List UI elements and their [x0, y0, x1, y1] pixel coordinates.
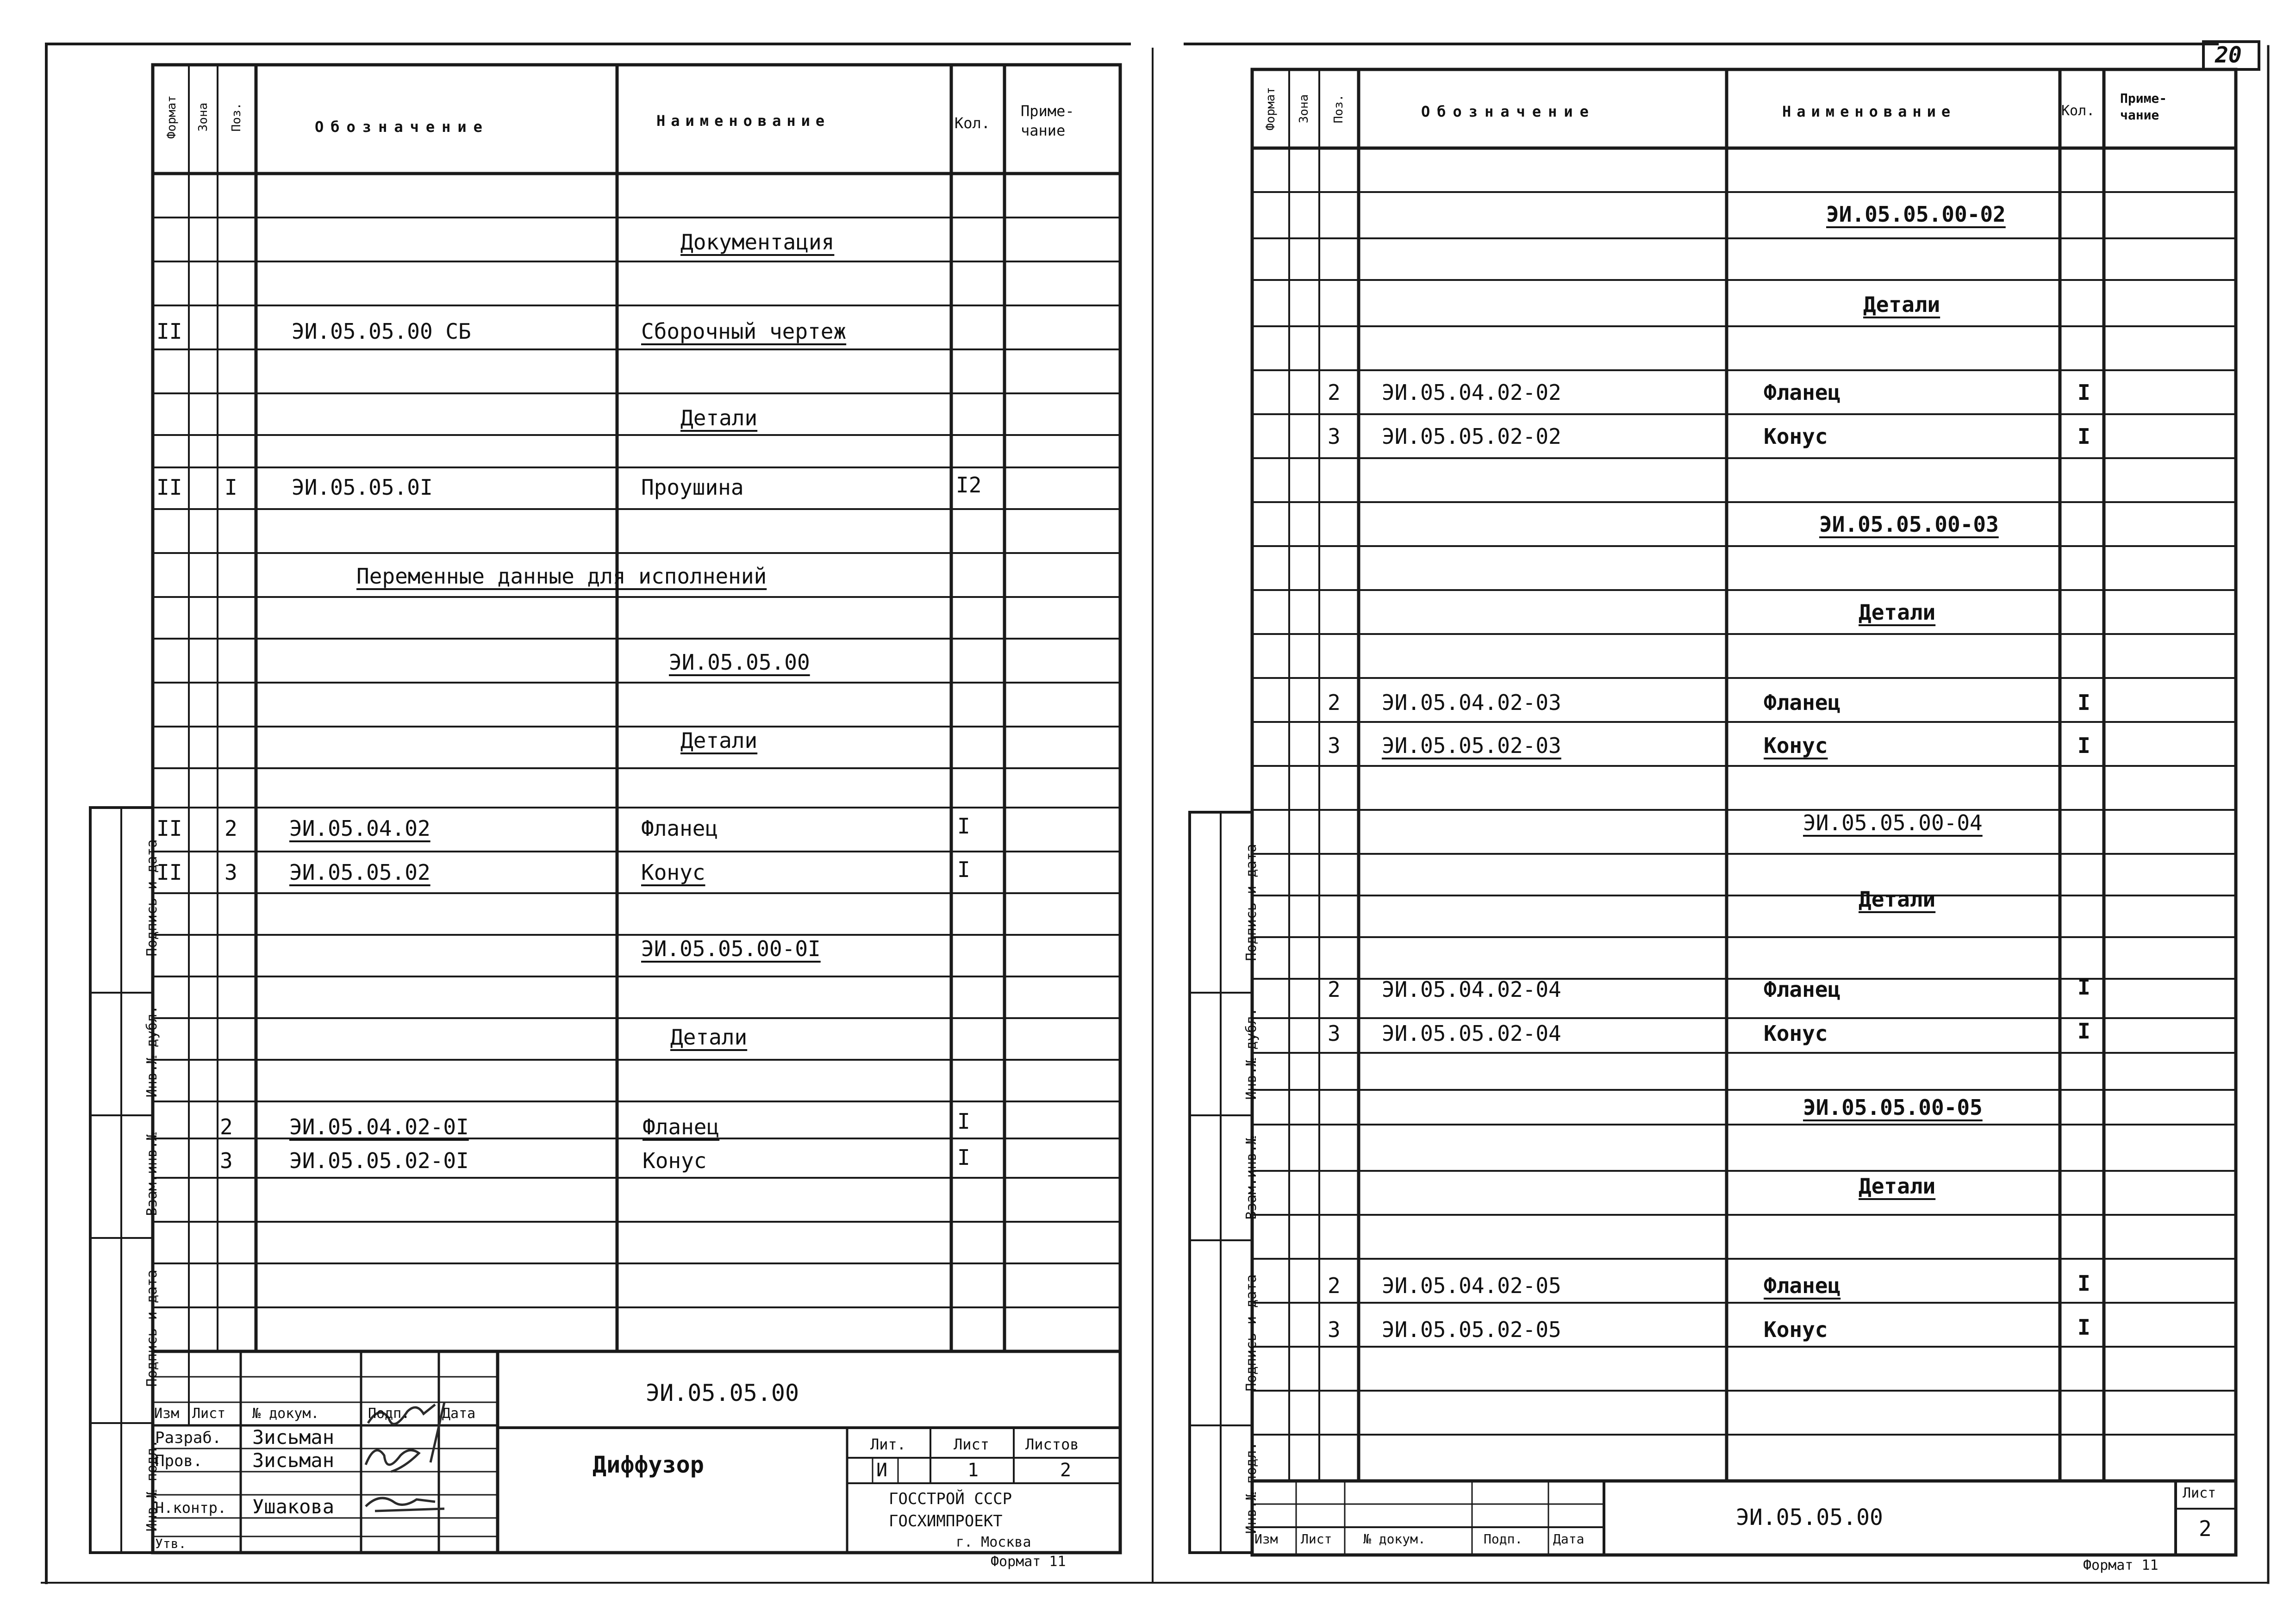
tb-header-date: Дата [442, 1405, 476, 1422]
tb-header-sheet: Лист [1301, 1531, 1332, 1547]
tb-sheet-label: Лист [954, 1436, 990, 1453]
section-parts: Детали [680, 728, 758, 753]
row-name: Конус [643, 1148, 707, 1173]
row-name: Фланец [1764, 1273, 1841, 1298]
row-designation: ЭИ.05.04.02-0I [289, 1114, 469, 1139]
side-label-replaced-inv: Взам.инв.№ [144, 1132, 160, 1216]
row-name: Конус [1764, 1317, 1828, 1342]
tb-role: Утв. [155, 1536, 187, 1551]
row-qty: I [2078, 424, 2090, 449]
tb-lit-label: Лит. [870, 1436, 906, 1453]
variant-heading: ЭИ.05.05.00-04 [1803, 810, 1983, 835]
col-header-zone: Зона [196, 102, 210, 132]
row-name: Конус [1764, 424, 1828, 449]
row-name: Сборочный чертеж [641, 319, 847, 344]
row-designation: ЭИ.05.04.02-04 [1382, 977, 1561, 1002]
page-number: 20 [2215, 42, 2242, 68]
side-label-sign-date: Подпись и дата [1243, 844, 1260, 961]
tb-role: Пров. [155, 1452, 203, 1470]
row-designation: ЭИ.05.05.02-03 [1382, 733, 1561, 758]
format-note: Формат 11 [991, 1554, 1066, 1570]
row-qty: I [2078, 1271, 2090, 1296]
row-designation: ЭИ.05.05.02-05 [1382, 1317, 1561, 1342]
tb-header-doc-no: № докум. [252, 1405, 319, 1422]
row-name: Фланец [1764, 380, 1841, 405]
document-number: ЭИ.05.05.00 [1736, 1505, 1883, 1530]
row-qty: I [957, 1109, 970, 1134]
col-header-qty: Кол. [2061, 103, 2095, 119]
org-line-3: г. Москва [956, 1534, 1031, 1550]
row-designation: ЭИ.05.04.02-02 [1382, 380, 1561, 405]
row-pos: 3 [225, 860, 237, 885]
row-name: Конус [641, 860, 705, 885]
row-pos: 3 [220, 1148, 233, 1173]
row-pos: 3 [1328, 1021, 1341, 1046]
tb-sheets-label: Листов [1025, 1436, 1079, 1453]
tb-person: Ушакова [252, 1495, 335, 1518]
col-header-note: Приме- чание [2120, 91, 2167, 123]
tb-header-date: Дата [1553, 1531, 1585, 1547]
row-qty: I [2078, 975, 2090, 1000]
row-designation: ЭИ.05.04.02 [289, 816, 430, 841]
drawing-title: Диффузор [593, 1451, 704, 1478]
row-qty: I [957, 857, 970, 882]
tb-sheet-value: 2 [2199, 1516, 2212, 1541]
row-pos: 2 [1328, 977, 1341, 1002]
section-parts: Детали [1859, 600, 1936, 625]
row-designation: ЭИ.05.05.00 СБ [292, 319, 471, 344]
row-pos: 2 [1328, 380, 1341, 405]
side-label-orig-inv: Инв.№ подл. [1243, 1442, 1260, 1534]
col-header-pos: Поз. [1332, 94, 1346, 124]
side-label-dup-inv: Инв.№ дубл. [1243, 1007, 1260, 1100]
row-designation: ЭИ.05.04.02-05 [1382, 1273, 1561, 1298]
row-pos: 3 [1328, 424, 1341, 449]
row-name: Конус [1764, 733, 1828, 758]
row-format: II [156, 860, 182, 885]
tb-header-sheet: Лист [192, 1405, 226, 1422]
row-qty: I [2078, 1019, 2090, 1044]
row-format: II [156, 475, 182, 500]
side-label-sign-date: Подпись и дата [144, 1269, 160, 1387]
row-qty: I2 [956, 473, 982, 497]
tb-role: Разраб. [155, 1429, 222, 1447]
row-designation: ЭИ.05.05.02-02 [1382, 424, 1561, 449]
document-number: ЭИ.05.05.00 [646, 1380, 799, 1406]
row-pos: 2 [1328, 1273, 1341, 1298]
row-name: Конус [1764, 1021, 1828, 1046]
tb-header-sign: Подп. [368, 1405, 410, 1422]
col-header-designation: Обозначение [315, 118, 489, 136]
row-pos: 3 [1328, 733, 1341, 758]
col-header-format: Формат [1264, 87, 1278, 131]
tb-header-sign: Подп. [1484, 1531, 1523, 1547]
org-line-2: ГОСХИМПРОЕКТ [889, 1512, 1003, 1530]
row-pos: 2 [225, 816, 237, 841]
tb-header-change: Изм [1254, 1531, 1278, 1547]
section-variable-data: Переменные данные для исполнений [356, 564, 767, 589]
variant-heading: ЭИ.05.05.00-03 [1819, 512, 1999, 537]
row-name: Фланец [1764, 977, 1841, 1002]
col-header-zone: Зона [1297, 94, 1311, 124]
row-designation: ЭИ.05.05.02-0I [289, 1148, 469, 1173]
row-designation: ЭИ.05.05.02-04 [1382, 1021, 1561, 1046]
row-qty: I [957, 814, 970, 839]
row-pos: 2 [220, 1114, 233, 1139]
row-name: Фланец [643, 1114, 720, 1139]
row-qty: I [2078, 380, 2090, 405]
side-label-dup-inv: Инв.№ дубл. [144, 1005, 160, 1098]
row-pos: I [225, 475, 237, 500]
row-designation: ЭИ.05.05.0I [292, 475, 433, 500]
variant-heading: ЭИ.05.05.00-02 [1826, 202, 2006, 227]
col-header-qty: Кол. [955, 114, 991, 132]
section-parts: Детали [1859, 1174, 1936, 1199]
col-header-pos: Поз. [230, 102, 243, 132]
tb-person: Зисьман [252, 1449, 335, 1472]
row-name: Фланец [641, 816, 718, 841]
row-name: Фланец [1764, 690, 1841, 715]
section-parts: Детали [1859, 887, 1936, 912]
section-documentation: Документация [680, 230, 835, 255]
tb-header-change: Изм [154, 1405, 180, 1422]
tb-sheet-value: 1 [967, 1460, 979, 1481]
row-qty: I [2078, 1315, 2090, 1340]
col-header-note: Приме- чание [1021, 102, 1074, 139]
tb-sheet-label: Лист [2183, 1485, 2216, 1501]
col-header-format: Формат [165, 95, 179, 139]
format-note: Формат 11 [2083, 1557, 2159, 1573]
tb-lit-value: И [876, 1460, 888, 1481]
tb-role: Н.контр. [155, 1499, 227, 1517]
col-header-name: Наименование [1782, 103, 1956, 120]
side-label-orig-inv: Инв.№ подл. [144, 1439, 160, 1532]
variant-heading: ЭИ.05.05.00-0I [641, 936, 821, 961]
side-label-sign-date: Подпись и дата [1243, 1274, 1260, 1392]
variant-heading: ЭИ.05.05.00 [669, 650, 810, 675]
row-format: II [156, 319, 182, 344]
row-designation: ЭИ.05.05.02 [289, 860, 430, 885]
row-qty: I [2078, 690, 2090, 715]
row-format: II [156, 816, 182, 841]
side-label-replaced-inv: Взам.инв.№ [1243, 1136, 1260, 1220]
row-qty: I [2078, 733, 2090, 758]
tb-header-doc-no: № докум. [1363, 1531, 1426, 1547]
side-label-sign-date: Подпись и дата [144, 839, 160, 957]
org-line-1: ГОССТРОЙ СССР [889, 1490, 1012, 1508]
row-pos: 2 [1328, 690, 1341, 715]
row-pos: 3 [1328, 1317, 1341, 1342]
col-header-designation: Обозначение [1421, 103, 1596, 120]
variant-heading: ЭИ.05.05.00-05 [1803, 1095, 1983, 1120]
row-qty: I [957, 1145, 970, 1170]
tb-sheets-value: 2 [1060, 1460, 1072, 1481]
col-header-name: Наименование [656, 112, 830, 130]
section-parts: Детали [1863, 292, 1940, 317]
row-name: Проушина [641, 475, 744, 500]
section-parts: Детали [680, 405, 758, 430]
section-parts: Детали [670, 1025, 748, 1050]
tb-person: Зисьман [252, 1426, 335, 1449]
row-designation: ЭИ.05.04.02-03 [1382, 690, 1561, 715]
